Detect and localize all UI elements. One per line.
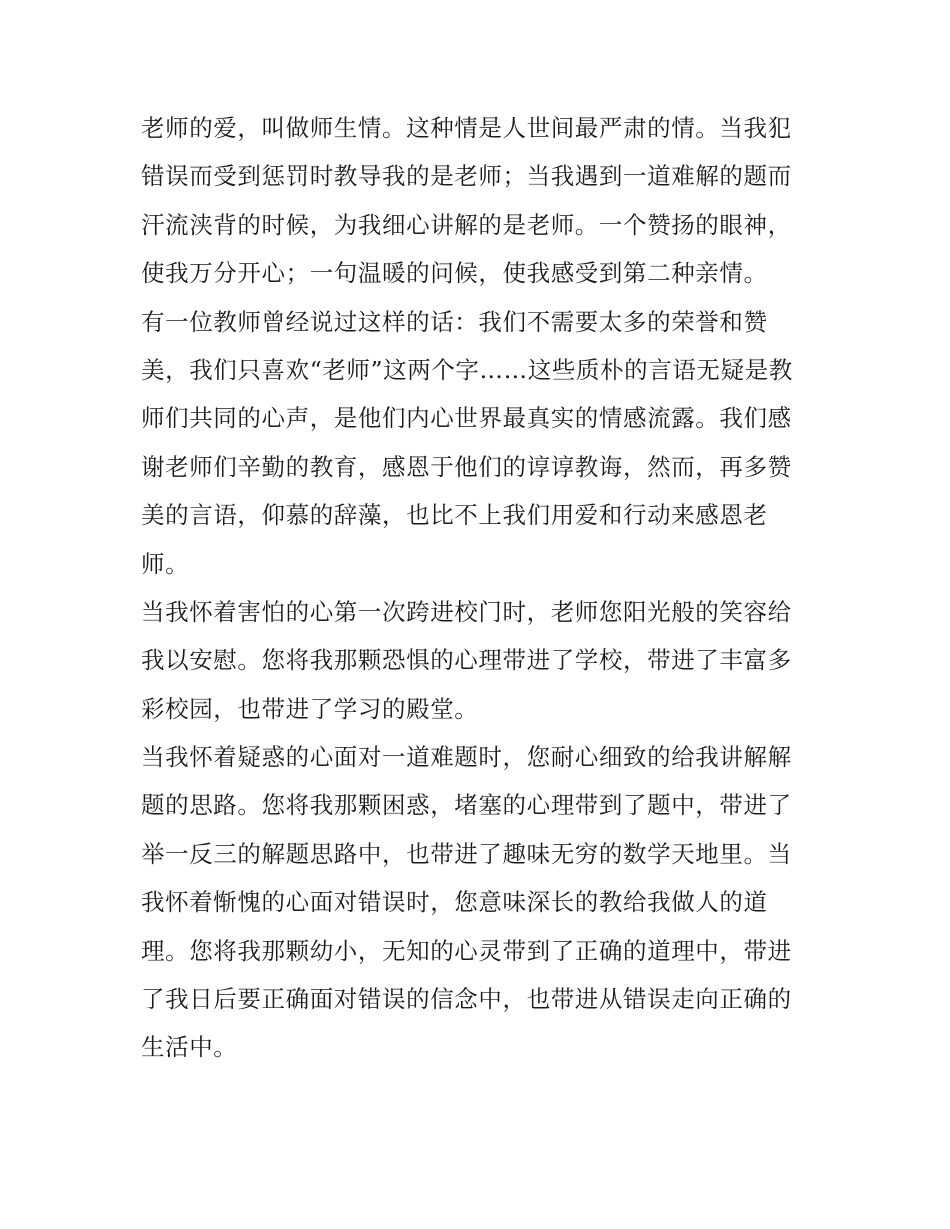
text-line: 我怀着惭愧的心面对错误时，您意味深长的教给我做人的道 bbox=[141, 888, 768, 917]
text-line: 题的思路。您将我那颗困惑，堵塞的心理带到了题中，带进了 bbox=[141, 791, 792, 820]
text-line: 汗流浃背的时候，为我细心讲解的是老师。一个赞扬的眼神， bbox=[141, 210, 792, 239]
text-line: 师们共同的心声，是他们内心世界最真实的情感流露。我们感 bbox=[141, 404, 792, 433]
text-line: 错误而受到惩罚时教导我的是老师；当我遇到一道难解的题而 bbox=[141, 162, 792, 191]
text-line: 当我怀着疑惑的心面对一道难题时，您耐心细致的给我讲解解 bbox=[141, 743, 792, 772]
text-line: 彩校园，也带进了学习的殿堂。 bbox=[141, 694, 479, 723]
document-body bbox=[141, 104, 813, 1072]
text-line: 理。您将我那颗幼小，无知的心灵带到了正确的道理中，带进 bbox=[141, 936, 792, 965]
text-line: 了我日后要正确面对错误的信念中，也带进从错误走向正确的 bbox=[141, 985, 792, 1014]
text-line: 有一位教师曾经说过这样的话：我们不需要太多的荣誉和赞 bbox=[141, 307, 768, 336]
text-line: 谢老师们辛勤的教育，感恩于他们的谆谆教诲，然而，再多赞 bbox=[141, 452, 792, 481]
text-line: 师。 bbox=[141, 549, 190, 578]
text-line: 举一反三的解题思路中，也带进了趣味无穷的数学天地里。当 bbox=[141, 839, 792, 868]
text-line: 使我万分开心；一句温暖的问候，使我感受到第二种亲情。 bbox=[141, 259, 768, 288]
text-line: 美，我们只喜欢“老师”这两个字……这些质朴的言语无疑是教 bbox=[141, 355, 793, 384]
text-line: 当我怀着害怕的心第一次跨进校门时，老师您阳光般的笑容给 bbox=[141, 597, 792, 626]
text-line: 生活中。 bbox=[141, 1033, 238, 1062]
text-line: 美的言语，仰慕的辞藻，也比不上我们用爱和行动来感恩老 bbox=[141, 501, 768, 530]
text-line: 我以安慰。您将我那颗恐惧的心理带进了学校，带进了丰富多 bbox=[141, 646, 792, 675]
text-line: 老师的爱，叫做师生情。这种情是人世间最严肃的情。当我犯 bbox=[141, 114, 792, 142]
